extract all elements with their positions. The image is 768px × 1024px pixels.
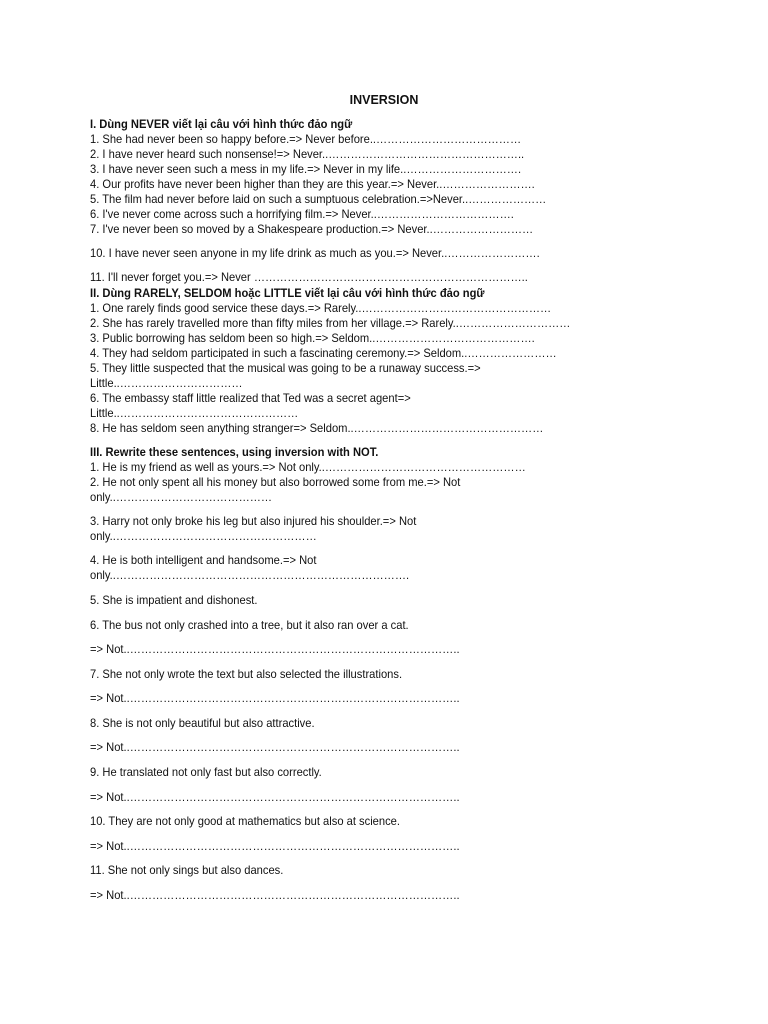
answer-line: => Not..…………………………………………………………………………….. (90, 790, 460, 804)
exercise-line: only..……………………………………………… (90, 529, 317, 543)
exercise-line: 11. I'll never forget you.=> Never ……………………………………………………………….. (90, 270, 528, 284)
answer-line: => Not..…………………………………………………………………………….. (90, 691, 460, 705)
exercise-line: 4. They had seldom participated in such a fascinating ceremony.=> Seldom..…………………… (90, 346, 557, 360)
page-title: INVERSION (349, 93, 419, 107)
answer-line: => Not..…………………………………………………………………………….. (90, 642, 460, 656)
answer-line: => Not..…………………………………………………………………………….. (90, 888, 460, 902)
exercise-line: 8. He has seldom seen anything stranger=> Seldom..…………………………………………… (90, 421, 544, 435)
exercise-line: 3. Public borrowing has seldom been so high.=> Seldom..……………………………………. (90, 331, 535, 345)
exercise-line: Little..…………………………… (90, 376, 243, 390)
answer-line: => Not..…………………………………………………………………………….. (90, 839, 460, 853)
section-1-heading: I. Dùng NEVER viết lại câu với hình thức đảo ngữ (90, 117, 353, 131)
section-2-heading: II. Dùng RARELY, SELDOM hoặc LITTLE viết lại câu với hình thức đảo ngữ (90, 286, 485, 300)
exercise-line: 9. He translated not only fast but also correctly. (90, 765, 322, 779)
exercise-line: 4. He is both intelligent and handsome.=> Not (90, 553, 317, 567)
exercise-line: 7. She not only wrote the text but also selected the illustrations. (90, 667, 403, 681)
exercise-line: 6. I've never come across such a horrifying film.=> Never..………………………………. (90, 207, 514, 221)
exercise-line: 6. The embassy staff little realized that Ted was a secret agent=> (90, 391, 411, 405)
exercise-line: 1. One rarely finds good service these days.=> Rarely..…………………………………………… (90, 301, 552, 315)
exercise-line: 4. Our profits have never been higher than they are this year.=> Never..……………………. (90, 177, 535, 191)
exercise-line: 11. She not only sings but also dances. (90, 863, 284, 877)
exercise-line: 1. He is my friend as well as yours.=> Not only..……………………………………………… (90, 460, 526, 474)
exercise-line: 2. He not only spent all his money but also borrowed some from me.=> Not (90, 475, 461, 489)
exercise-line: 8. She is not only beautiful but also attractive. (90, 716, 315, 730)
exercise-line: 1. She had never been so happy before.=> Never before..………………………………… (90, 132, 522, 146)
exercise-line: Little..………………………………………… (90, 406, 299, 420)
exercise-line: 3. Harry not only broke his leg but also injured his shoulder.=> Not (90, 514, 417, 528)
answer-line: => Not..…………………………………………………………………………….. (90, 740, 460, 754)
exercise-line: 5. She is impatient and dishonest. (90, 593, 258, 607)
exercise-line: 3. I have never seen such a mess in my life.=> Never in my life..…………………………. (90, 162, 522, 176)
exercise-line: 2. I have never heard such nonsense!=> Never..…………………………………………….. (90, 147, 525, 161)
exercise-line: 6. The bus not only crashed into a tree, but it also ran over a cat. (90, 618, 409, 632)
exercise-line: 5. They little suspected that the musical was going to be a runaway success.=> (90, 361, 481, 375)
exercise-line: 10. I have never seen anyone in my life drink as much as you.=> Never..……………………. (90, 246, 540, 260)
exercise-line: only..……………………………………………………………………. (90, 568, 410, 582)
exercise-line: 2. She has rarely travelled more than fifty miles from her village.=> Rarely..………………………… (90, 316, 571, 330)
exercise-line: 7. I've never been so moved by a Shakespeare production.=> Never..……………………… (90, 222, 534, 236)
exercise-line: 5. The film had never before laid on such a sumptuous celebration.=>Never..………………… (90, 192, 547, 206)
exercise-line: only..…………………………………… (90, 490, 273, 504)
section-3-heading: III. Rewrite these sentences, using inversion with NOT. (90, 445, 379, 459)
exercise-line: 10. They are not only good at mathematics but also at science. (90, 814, 400, 828)
